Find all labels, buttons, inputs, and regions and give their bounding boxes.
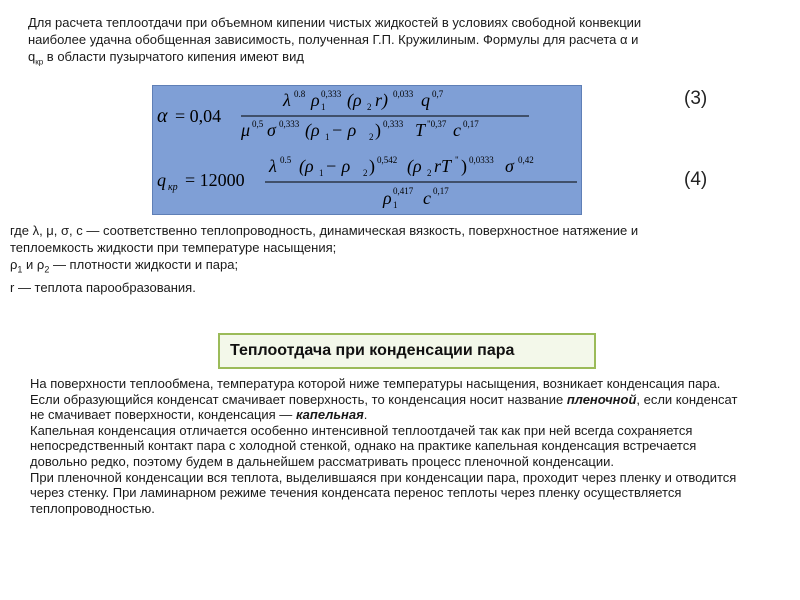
desc-line-2: теплоемкость жидкости при температуре насыщения; (10, 240, 337, 255)
f3-T-exp: "0,37 (427, 119, 447, 129)
condensation-body (30, 376, 750, 516)
variables-description (10, 222, 780, 296)
formulas-svg (153, 86, 581, 214)
f3-lhs: α (157, 105, 168, 127)
f4-lhs: q (157, 170, 166, 190)
f4-rho: ρ (383, 188, 392, 208)
f3-diff: (ρ (305, 120, 320, 140)
f3-q: q (421, 90, 430, 110)
body-paragraph-1 (30, 376, 750, 423)
formula-3 (157, 89, 529, 142)
f3-rho1-exp: 0,333 (321, 89, 342, 99)
f3-sigma: σ (267, 120, 276, 140)
q-symbol: q (28, 49, 36, 64)
body-p1-c: . (363, 407, 368, 423)
intro-line-3 (28, 48, 770, 71)
f3-T: T (415, 120, 426, 140)
f3-lambda-exp: 0.8 (294, 89, 306, 99)
f3-diff-sub2: 2 (369, 132, 374, 142)
rho-1: ρ (10, 257, 18, 272)
equation-number-3: (3) (684, 88, 708, 109)
f3-paren-sub: 2 (367, 102, 372, 112)
intro-line-1: Для расчета теплоотдачи при объемном кипении чистых жидкостей в условиях свободной конвекции (28, 15, 642, 30)
f4-paren-exp: 0,0333 (469, 155, 494, 165)
f4-paren: (ρ (407, 156, 422, 176)
f4-diff-sub2: 2 (363, 168, 368, 178)
formula-4 (157, 155, 577, 210)
f3-diff-sub1: 1 (325, 132, 330, 142)
body-p1-a: На поверхности теплообмена, температура которой ниже температуры насыщения, возникает конденсация пара. Если образующийся конденсат смачивает поверхность, то конденсация носит название (30, 376, 721, 407)
f3-mu: μ (241, 120, 251, 140)
f4-lambda: λ (269, 156, 277, 176)
f4-sigma-exp: 0,42 (518, 155, 534, 165)
body-p1-b: , если конденсат не смачивает поверхности, конденсация — (30, 391, 738, 423)
rho-2: и ρ (22, 257, 45, 272)
f3-sigma-exp: 0,333 (279, 119, 300, 129)
f4-paren-prime: " (455, 155, 459, 165)
f4-c: c (423, 188, 431, 208)
f3-mu-exp: 0,5 (252, 119, 264, 129)
section-heading: Теплоотдача при конденсации пара (218, 333, 596, 369)
rho-2-sub: 2 (44, 264, 50, 275)
f4-rho-exp: 0,417 (393, 186, 414, 196)
desc-line-3 (10, 256, 780, 279)
f4-lhs-sub: кр (168, 182, 178, 193)
f4-rho-sub: 1 (393, 200, 398, 210)
f4-diff-sub1: 1 (319, 168, 324, 178)
desc-line-3-rest: — плотности жидкости и пара; (49, 257, 239, 272)
f4-c-exp: 0,17 (433, 186, 449, 196)
f4-diff-exp: 0,542 (377, 155, 398, 165)
f4-sigma: σ (505, 156, 514, 176)
f3-q-exp: 0,7 (432, 89, 444, 99)
f3-c: c (453, 120, 461, 140)
body-paragraph-3: При пленочной конденсации вся теплота, выделившаяся при конденсации пара, проходит через пленку и отводится через стенку. При ламинарном режиме течения конденсата перенос теплоты через пленку осуществляется теплопроводностью. (30, 469, 737, 516)
intro-paragraph (28, 14, 770, 71)
rho-1-sub: 1 (17, 264, 23, 275)
q-subscript: кр (35, 57, 44, 67)
f3-c-exp: 0,17 (463, 119, 479, 129)
f4-eq: = 12000 (185, 170, 245, 190)
f4-paren-rT: rT (434, 156, 452, 176)
f3-lambda: λ (283, 90, 291, 110)
intro-line-3-rest: в области пузырчатого кипения имеют вид (43, 49, 304, 64)
f3-paren: (ρ (347, 90, 362, 110)
term-film: пленочной (566, 391, 637, 407)
f4-lambda-exp: 0.5 (280, 155, 292, 165)
f3-close: ) (375, 120, 381, 140)
desc-line-4: r — теплота парообразования. (10, 279, 196, 295)
f4-diff: (ρ (299, 156, 314, 176)
body-paragraph-2: Капельная конденсация отличается особенно интенсивной теплоотдачей так как при ней всегда сохраняется непосредственный контакт пара с холодной стенкой, однако на практике капельная конденсация встречается довольно редко, поэтому будем в дальнейшем рассматривать процесс пленочной конденсации. (30, 422, 697, 469)
f4-minus: − ρ (325, 156, 351, 176)
f3-diff-exp: 0,333 (383, 119, 404, 129)
desc-line-1: где λ, μ, σ, c — соответственно теплопроводность, динамическая вязкость, поверхностное натяжение и (10, 223, 639, 238)
formula-panel (152, 85, 582, 215)
f3-rho1-sub: 1 (321, 102, 326, 112)
term-dropwise: капельная (295, 407, 364, 423)
f4-paren-close: ) (461, 156, 467, 176)
intro-line-2: наиболее удачна обобщенная зависимость, полученная Г.П. Кружилиным. Формулы для расчета α и (28, 32, 639, 47)
equation-number-4: (4) (684, 169, 708, 190)
f3-eq: = 0,04 (175, 106, 222, 126)
f3-paren-exp: 0,033 (393, 89, 414, 99)
f4-paren-sub: 2 (427, 168, 432, 178)
f3-paren-r: r) (375, 90, 388, 110)
f3-minus: − ρ (331, 120, 357, 140)
f4-close: ) (369, 156, 375, 176)
f3-rho1: ρ (311, 90, 320, 110)
